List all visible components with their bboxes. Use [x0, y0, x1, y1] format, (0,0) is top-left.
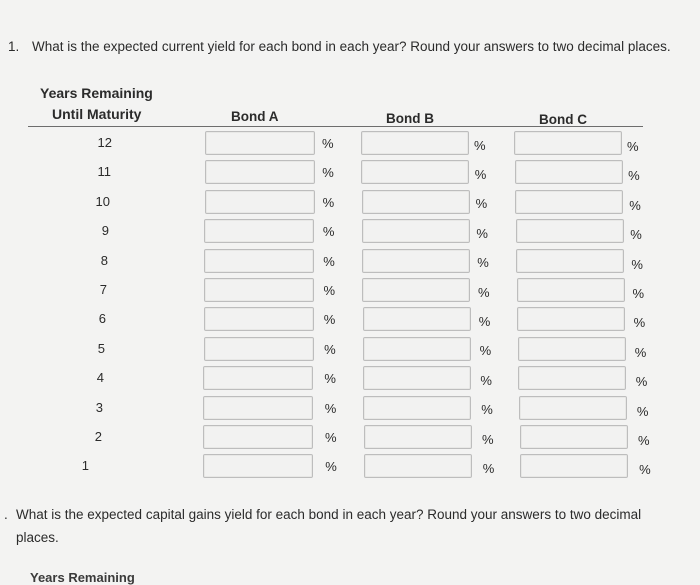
percent-unit: % — [635, 374, 648, 390]
bond-a-yield-input[interactable] — [204, 307, 314, 331]
year-label: 11 — [97, 164, 111, 180]
bond-b-yield-input[interactable] — [362, 219, 470, 243]
year-label: 10 — [95, 193, 110, 209]
year-label: 4 — [96, 370, 104, 386]
bond-b-header: Bond B — [386, 111, 434, 126]
year-label: 6 — [98, 311, 106, 327]
percent-unit: % — [322, 224, 335, 240]
bond-b-yield-input[interactable] — [363, 307, 471, 331]
bond-b-yield-input[interactable] — [361, 131, 469, 155]
bond-c-yield-input[interactable] — [516, 219, 624, 243]
year-label: 5 — [97, 340, 105, 356]
next-table-header-cut: Years Remaining — [30, 570, 135, 585]
percent-unit: % — [636, 403, 649, 419]
bond-c-yield-input[interactable] — [519, 396, 627, 420]
bond-a-yield-input[interactable] — [204, 249, 314, 273]
until-maturity-header: Until Maturity — [52, 106, 142, 122]
percent-unit: % — [481, 402, 493, 418]
percent-unit: % — [634, 344, 647, 360]
years-remaining-header: Years Remaining — [40, 85, 153, 101]
percent-unit: % — [629, 197, 641, 213]
bond-b-yield-input[interactable] — [362, 278, 470, 302]
percent-unit: % — [627, 139, 639, 154]
question-number: 1. — [8, 39, 20, 54]
percent-unit: % — [474, 137, 486, 153]
percent-unit: % — [324, 341, 336, 357]
bond-c-yield-input[interactable] — [515, 160, 623, 184]
percent-unit: % — [324, 371, 336, 387]
percent-unit: % — [474, 166, 487, 182]
percent-unit: % — [323, 312, 336, 328]
bond-c-header: Bond C — [539, 112, 587, 127]
question-bullet: . — [4, 507, 8, 522]
percent-unit: % — [638, 433, 650, 448]
bond-b-yield-input[interactable] — [364, 454, 472, 478]
bond-c-yield-input[interactable] — [515, 190, 623, 214]
year-label: 3 — [95, 399, 103, 415]
year-label: 2 — [94, 429, 102, 444]
percent-unit: % — [479, 343, 492, 359]
percent-unit: % — [478, 313, 491, 329]
percent-unit: % — [322, 194, 335, 210]
bond-c-yield-input[interactable] — [518, 366, 626, 390]
percent-unit: % — [322, 165, 334, 181]
percent-unit: % — [325, 430, 337, 445]
bond-a-yield-input[interactable] — [203, 425, 313, 449]
year-label: 12 — [97, 135, 112, 150]
percent-unit: % — [476, 225, 488, 241]
bond-c-yield-input[interactable] — [514, 131, 622, 155]
bond-b-yield-input[interactable] — [364, 425, 472, 449]
percent-unit: % — [324, 400, 337, 416]
bond-b-yield-input[interactable] — [363, 396, 471, 420]
bond-a-yield-input[interactable] — [204, 337, 314, 361]
bond-b-yield-input[interactable] — [361, 160, 469, 184]
year-label: 9 — [101, 223, 109, 239]
year-label: 8 — [100, 252, 108, 268]
percent-unit: % — [632, 286, 645, 301]
bond-c-yield-input[interactable] — [520, 454, 628, 478]
bond-a-yield-input[interactable] — [205, 190, 315, 214]
bond-c-yield-input[interactable] — [520, 425, 628, 449]
year-label: 7 — [99, 282, 107, 297]
bond-b-yield-input[interactable] — [362, 249, 470, 273]
bond-c-yield-input[interactable] — [516, 249, 624, 273]
bond-a-yield-input[interactable] — [204, 219, 314, 243]
percent-unit: % — [633, 315, 646, 331]
percent-unit: % — [630, 227, 642, 243]
percent-unit: % — [628, 168, 640, 184]
percent-unit: % — [480, 372, 492, 388]
bond-a-header: Bond A — [231, 109, 279, 124]
percent-unit: % — [325, 459, 337, 475]
bond-b-yield-input[interactable] — [363, 366, 471, 390]
percent-unit: % — [323, 253, 335, 269]
question-2-text: What is the expected capital gains yield for each bond in each year? Round your answers to two decimal places. — [16, 507, 642, 545]
percent-unit: % — [477, 255, 489, 271]
bond-a-yield-input[interactable] — [203, 396, 313, 420]
percent-unit: % — [322, 136, 334, 151]
percent-unit: % — [478, 284, 490, 300]
bond-a-yield-input[interactable] — [205, 160, 315, 184]
percent-unit: % — [482, 431, 494, 447]
percent-unit: % — [475, 196, 488, 212]
bond-b-yield-input[interactable] — [362, 190, 470, 214]
percent-unit: % — [639, 462, 651, 478]
bond-c-yield-input[interactable] — [517, 278, 625, 302]
bond-b-yield-input[interactable] — [363, 337, 471, 361]
year-label: 1 — [81, 458, 89, 474]
bond-c-yield-input[interactable] — [518, 337, 626, 361]
percent-unit: % — [482, 460, 495, 476]
question-text: What is the expected current yield for each bond in each year? Round your answers to two decimal places. — [32, 39, 671, 54]
bond-a-yield-input[interactable] — [205, 131, 315, 155]
bond-a-yield-input[interactable] — [203, 366, 313, 390]
bond-a-yield-input[interactable] — [204, 278, 314, 302]
percent-unit: % — [631, 256, 643, 272]
bond-c-yield-input[interactable] — [517, 307, 625, 331]
bond-a-yield-input[interactable] — [203, 454, 313, 478]
percent-unit: % — [323, 283, 336, 298]
